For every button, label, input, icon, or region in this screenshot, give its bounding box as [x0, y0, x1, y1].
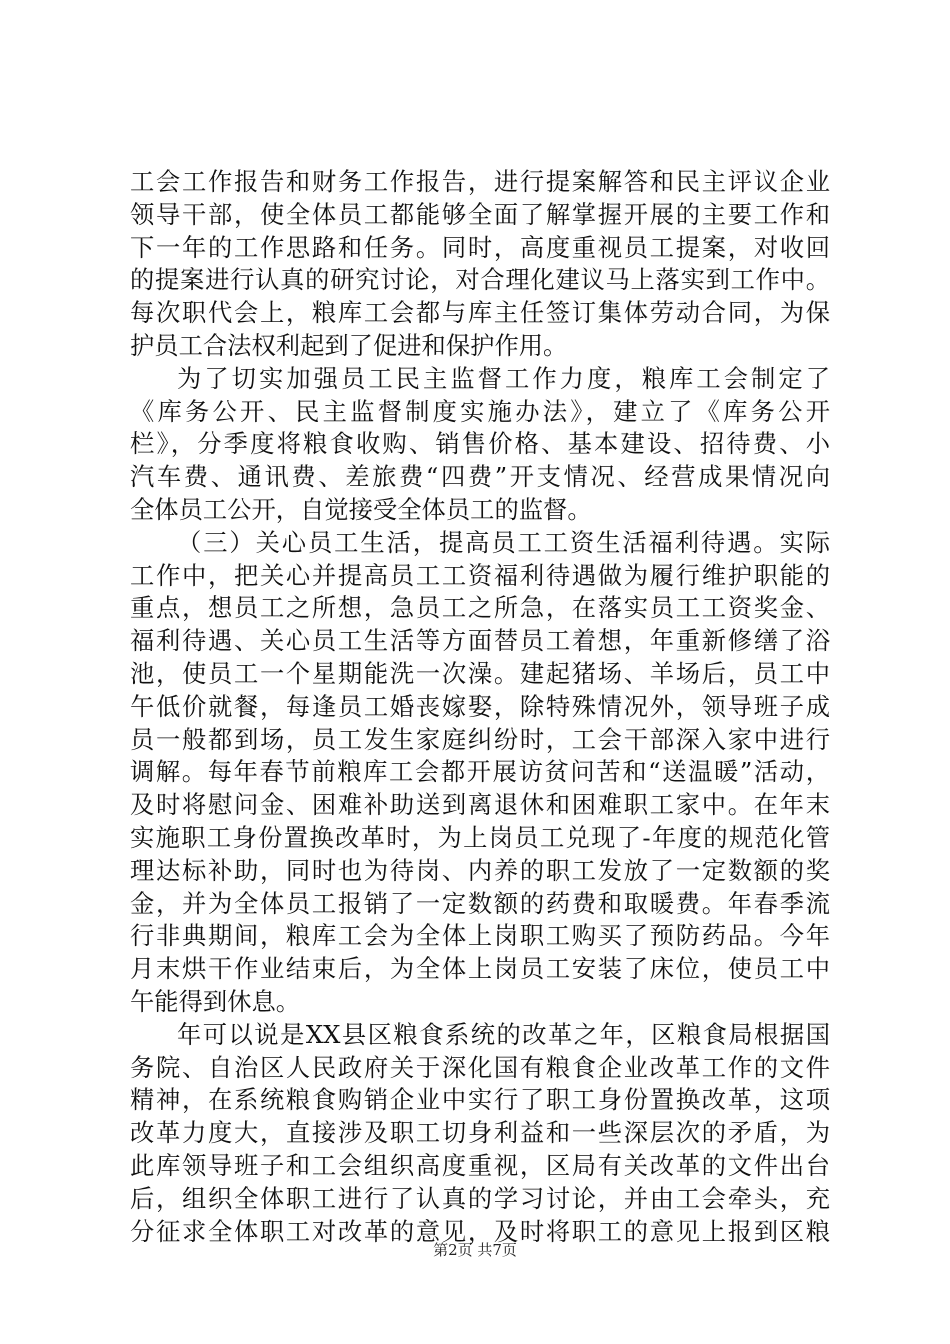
text-line: 下一年的工作思路和任务。同时，高度重视员工提案，对收回	[130, 232, 830, 262]
text-line: 行非典期间，粮库工会为全体上岗职工购买了预防药品。今年	[130, 921, 830, 951]
text-line: 实施职工身份置换改革时，为上岗员工兑现了-年度的规范化管	[130, 822, 830, 852]
text-line: 及时将慰问金、困难补助送到离退休和困难职工家中。在年末	[130, 790, 830, 820]
text-line: 务院、自治区人民政府关于深化国有粮食企业改革工作的文件	[130, 1052, 830, 1082]
text-line: 池，使员工一个星期能洗一次澡。建起猪场、羊场后，员工中	[130, 658, 830, 688]
text-line: 午能得到休息。	[130, 986, 301, 1016]
text-line: 改革力度大，直接涉及职工切身利益和一些深层次的矛盾，为	[130, 1118, 830, 1148]
text-line: 午低价就餐，每逢员工婚丧嫁娶，除特殊情况外，领导班子成	[130, 691, 830, 721]
text-line: 调解。每年春节前粮库工会都开展访贫问苦和“送温暖”活动，	[130, 757, 830, 787]
text-line: 汽车费、通讯费、差旅费“四费”开支情况、经营成果情况向	[130, 462, 830, 492]
text-line: 每次职代会上，粮库工会都与库主任签订集体劳动合同，为保	[130, 298, 830, 328]
text-line: 年可以说是XX县区粮食系统的改革之年，区粮食局根据国	[177, 1019, 830, 1049]
text-line: 工会工作报告和财务工作报告，进行提案解答和民主评议企业	[130, 167, 830, 196]
text-line: 后，组织全体职工进行了认真的学习讨论，并由工会牵头，充	[130, 1183, 830, 1213]
text-line: 的提案进行认真的研究讨论，对合理化建议马上落实到工作中。	[130, 265, 830, 295]
document-body	[130, 166, 830, 1248]
text-line: 重点，想员工之所想，急员工之所急，在落实员工工资奖金、	[130, 593, 830, 623]
text-line: 分征求全体职工对改革的意见，及时将职工的意见上报到区粮	[130, 1216, 830, 1246]
text-line: 福利待遇、关心员工生活等方面替员工着想，年重新修缮了浴	[130, 626, 830, 656]
text-line: 领导干部，使全体员工都能够全面了解掌握开展的主要工作和	[130, 199, 830, 229]
text-line: 护员工合法权利起到了促进和保护作用。	[130, 330, 568, 360]
text-line: 工作中，把关心并提高员工工资福利待遇做为履行维护职能的	[130, 560, 830, 590]
text-line: （三）关心员工生活，提高员工工资生活福利待遇。实际	[177, 527, 830, 557]
text-line: 为了切实加强员工民主监督工作力度，粮库工会制定了	[177, 363, 830, 393]
text-line: 理达标补助，同时也为待岗、内养的职工发放了一定数额的奖	[130, 855, 830, 885]
text-line: 金，并为全体员工报销了一定数额的药费和取暖费。年春季流	[130, 888, 830, 918]
text-line: 栏》，分季度将粮食收购、销售价格、基本建设、招待费、小	[130, 429, 830, 459]
text-line: 全体员工公开，自觉接受全体员工的监督。	[130, 494, 592, 524]
text-line: 月末烘干作业结束后，为全体上岗员工安装了床位，使员工中	[130, 954, 830, 984]
text-line: 精神，在系统粮食购销企业中实行了职工身份置换改革，这项	[130, 1085, 830, 1115]
text-line: 员一般都到场，员工发生家庭纠纷时，工会干部深入家中进行	[130, 724, 830, 754]
page-footer: 第2页 共7页	[433, 1241, 517, 1259]
text-line: 此库领导班子和工会组织高度重视，区局有关改革的文件出台	[130, 1150, 830, 1180]
text-line: 《库务公开、民主监督制度实施办法》，建立了《库务公开	[130, 396, 830, 426]
